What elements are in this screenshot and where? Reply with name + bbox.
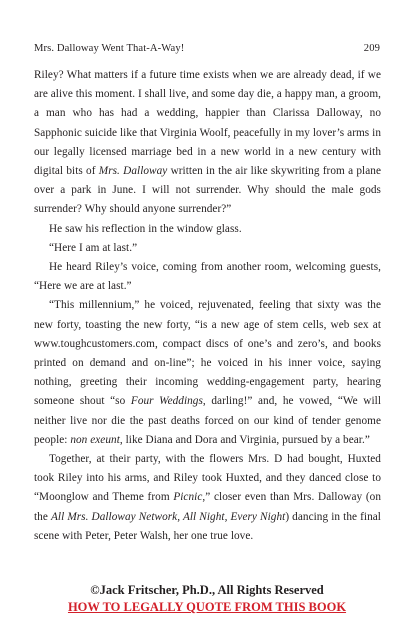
text-run: , like Diana and Dora and Virginia, pursued by a bear.” (119, 433, 370, 446)
running-title: Mrs. Dalloway Went That-A-Way! (34, 43, 185, 54)
quote-permission-link[interactable]: HOW TO LEGALLY QUOTE FROM THIS BOOK (67, 600, 347, 614)
paragraph (34, 66, 381, 220)
text-run: “Here I am at last.” (49, 241, 138, 254)
italic-text: Picnic (173, 491, 203, 504)
paragraph (34, 258, 381, 296)
text-run: He saw his reflection in the window glass. (49, 222, 242, 235)
paragraph (34, 296, 381, 450)
paragraph (34, 239, 381, 258)
running-header (34, 43, 380, 54)
text-run: , darling!” and, he vowed, “We will neither live nor die the past deaths forced on our kind of tender genome people: (34, 395, 381, 446)
copyright-notice: ©Jack Fritscher, Ph.D., All Rights Reserved (90, 583, 324, 597)
paragraph (34, 220, 381, 239)
text-run: Riley? What matters if a future time exists when we are already dead, if we are alive this moment. I shall live, and some day die, a happy man, a groom, a man who has had a wedding, happier than Clarissa Dalloway, no Sapphonic suicide like that Virginia Woolf, peacefully in my lover’s arms in our legally licensed marriage bed in a new world in a new century with digital bits of (34, 69, 381, 178)
italic-text: All Mrs. Dalloway Network, All Night, Every Night (50, 510, 286, 523)
footer (0, 582, 414, 616)
page-number: 209 (363, 43, 380, 54)
italic-text: Mrs. Dalloway (98, 165, 168, 178)
text-run: ,” closer even than Mrs. Dalloway (on the (34, 491, 382, 523)
text-run: He heard Riley’s voice, coming from another room, welcoming guests, “Here we are at last.” (34, 261, 381, 293)
body-text (34, 66, 381, 546)
italic-text: Four Weddings (130, 395, 203, 408)
text-run: Together, at their party, with the flowers Mrs. D had bought, Huxted took Riley into his arms, and Riley took Huxted, and they danced close to “Moonglow and Theme from (34, 453, 381, 504)
text-run: written in the air like skywriting from a plane over a park in June. I will not surrender. Why should the male gods surrender? Why should anyone surrender?” (34, 165, 381, 216)
text-run: ) dancing in the final scene with Peter, Peter Walsh, her one true love. (34, 510, 381, 542)
paragraph (34, 450, 381, 546)
text-run: “This millennium,” he voiced, rejuvenated, feeling that sixty was the new forty, toasting the new forty, “is a new age of stem cells, web sex at www.toughcustomers.com, compact discs of one’s and zero’s, and books printed on demand and on-line”; he voiced in his inner voice, saying nothing, greeting their incoming wedding-engagement party, hearing someone shout “so (34, 299, 381, 408)
italic-text: non exeunt (70, 433, 120, 446)
